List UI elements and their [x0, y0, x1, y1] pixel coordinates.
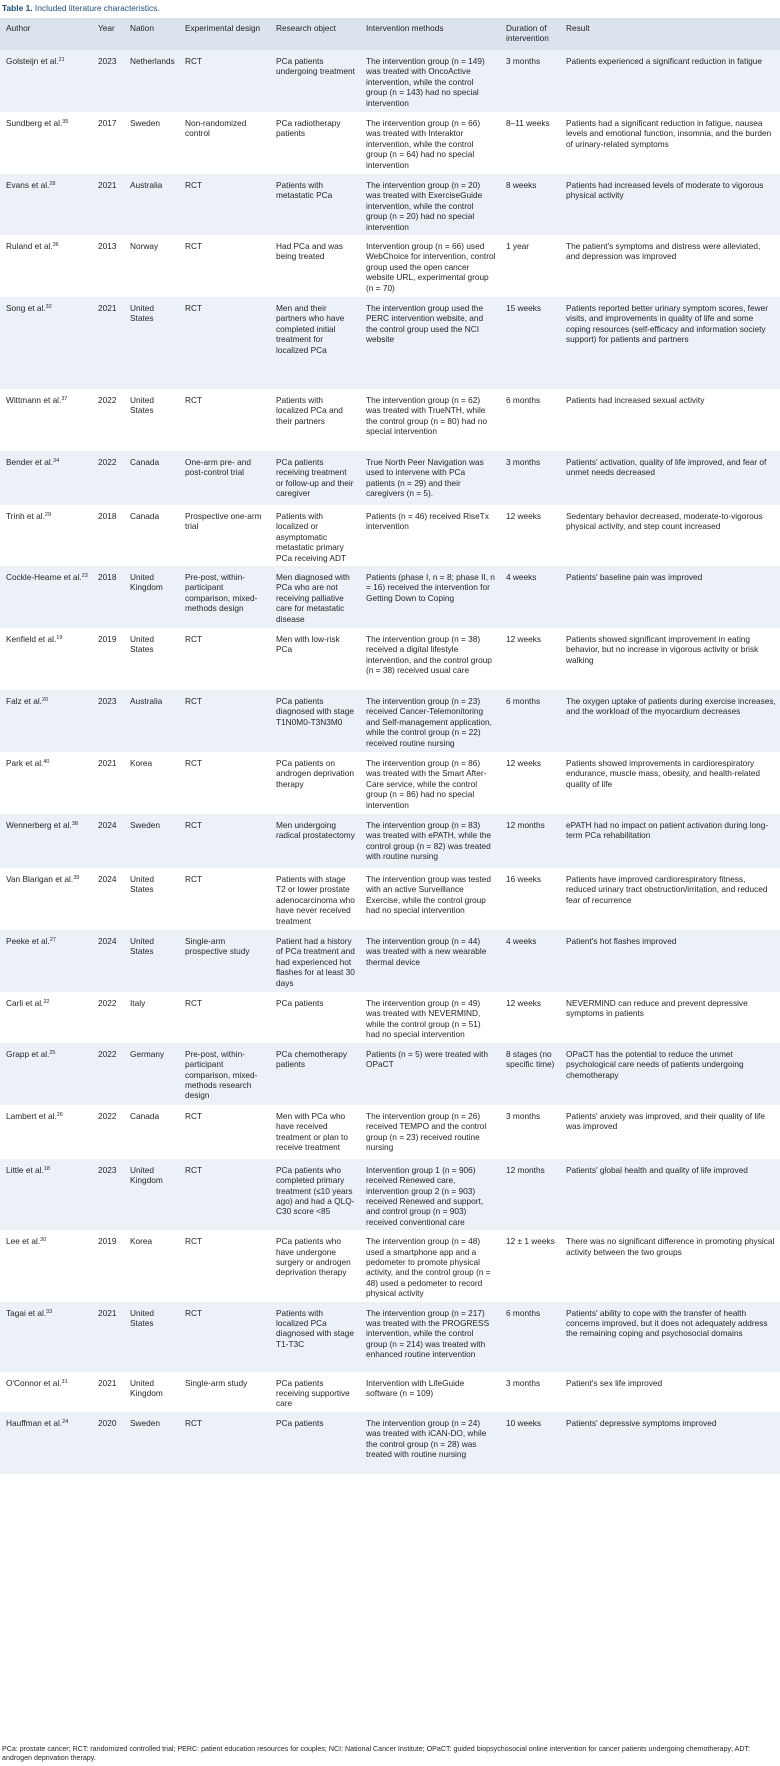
cell-year: 2024	[92, 868, 124, 930]
reference-number: 22	[43, 999, 50, 1006]
cell-duration: 6 months	[500, 389, 560, 451]
table-footnote: PCa: prostate cancer; RCT: randomized controlled trial; PERC: patient education resources for couples; NCI: National Cancer Institute; OPaCT: guided biopsychosocial online intervention for cancer patients undergoing chemotherapy; ADT: androgen deprivation therapy.	[2, 1745, 750, 1763]
cell-duration: 15 weeks	[500, 297, 560, 389]
cell-result: Patient's sex life improved	[560, 1372, 780, 1412]
reference-number: 20	[41, 697, 49, 704]
author-name: Hauffman et al.	[6, 1417, 63, 1428]
cell-experimental-design: Pre-post, within-participant comparison, mixed-methods research design	[179, 1043, 270, 1105]
author-name: Little et al.	[6, 1164, 44, 1175]
cell-nation: Korea	[124, 1230, 179, 1301]
author-name: Falz et al.	[6, 696, 42, 707]
reference-number: 31	[61, 1378, 68, 1385]
reference-number: 24	[62, 1418, 69, 1425]
cell-duration: 16 weeks	[500, 868, 560, 930]
reference-number: 40	[43, 759, 50, 766]
cell-intervention-methods: Intervention group (n = 66) used WebChoice for intervention, control group used the open cancer website URL, experimental group (n = 70)	[360, 235, 500, 297]
cell-result: Patients' ability to cope with the transfer of health concerns improved, but it does not adequately address the remaining coping and psychosocial domains	[560, 1302, 780, 1372]
cell-result: Sedentary behavior decreased, moderate-to-vigorous physical activity, and step count increased	[560, 505, 780, 566]
header-author: Author	[0, 18, 92, 50]
table-row	[0, 1302, 780, 1372]
table-row	[0, 1230, 780, 1301]
cell-experimental-design: RCT	[179, 1302, 270, 1372]
reference-number: 27	[49, 937, 56, 944]
cell-intervention-methods: The intervention group (n = 38) received a digital lifestyle intervention, and the control group (n = 38) received usual care	[360, 628, 500, 690]
cell-year: 2021	[92, 297, 124, 389]
cell-experimental-design: Single-arm study	[179, 1372, 270, 1412]
cell-experimental-design: RCT	[179, 1412, 270, 1474]
cell-experimental-design: RCT	[179, 235, 270, 297]
author-name: Grapp et al.	[6, 1048, 50, 1059]
cell-duration: 12 weeks	[500, 752, 560, 814]
author-name: Trinh et al.	[6, 511, 45, 522]
cell-intervention-methods: The intervention group was tested with an active Surveillance Exercise, while the control group had no special intervention	[360, 868, 500, 930]
cell-author	[0, 628, 92, 690]
cell-experimental-design: Prospective one-arm trial	[179, 505, 270, 566]
table-row	[0, 235, 780, 297]
header-experimental-design: Experimental design	[179, 18, 270, 50]
cell-result: The patient's symptoms and distress were alleviated, and depression was improved	[560, 235, 780, 297]
cell-year: 2024	[92, 814, 124, 868]
cell-year: 2022	[92, 1105, 124, 1159]
cell-duration: 8 weeks	[500, 174, 560, 235]
cell-result: Patients reported better urinary symptom scores, fewer visits, and improvements in quality of life and some coping resources (self-efficacy and information society support) for patients and partners	[560, 297, 780, 389]
cell-intervention-methods: The intervention group (n = 62) was treated with TrueNTH, while the control group (n = 80) had no special intervention	[360, 389, 500, 451]
cell-duration: 12 weeks	[500, 628, 560, 690]
cell-author	[0, 690, 92, 752]
cell-experimental-design: Pre-post, within-participant comparison, mixed-methods design	[179, 566, 270, 628]
cell-year: 2021	[92, 752, 124, 814]
cell-experimental-design: One-arm pre- and post-control trial	[179, 451, 270, 505]
cell-research-object: Men diagnosed with PCa who are not receiving palliative care for metastatic disease	[270, 566, 360, 628]
cell-author	[0, 1302, 92, 1372]
cell-research-object: Patients with stage T2 or lower prostate adenocarcinoma who have never received treatment	[270, 868, 360, 930]
cell-intervention-methods: The intervention group (n = 66) was treated with Interaktor intervention, while the control group (n = 64) had no special intervention	[360, 112, 500, 174]
cell-experimental-design: Non-randomized control	[179, 112, 270, 174]
cell-author	[0, 992, 92, 1043]
header-intervention-methods: Intervention methods	[360, 18, 500, 50]
cell-nation: United States	[124, 628, 179, 690]
cell-author	[0, 1159, 92, 1230]
cell-result: OPaCT has the potential to reduce the unmet psychological care needs of patients undergoing chemotherapy	[560, 1043, 780, 1105]
reference-number: 34	[53, 458, 60, 465]
cell-result: There was no significant difference in promoting physical activity between the two groups	[560, 1230, 780, 1301]
cell-author	[0, 235, 92, 297]
cell-experimental-design: RCT	[179, 389, 270, 451]
cell-nation: Sweden	[124, 112, 179, 174]
cell-nation: Australia	[124, 174, 179, 235]
cell-author	[0, 1043, 92, 1105]
cell-year: 2021	[92, 1302, 124, 1372]
cell-research-object: Patients with localized or asymptomatic metastatic primary PCa receiving ADT	[270, 505, 360, 566]
cell-result: Patients' activation, quality of life improved, and fear of unmet needs decreased	[560, 451, 780, 505]
cell-year: 2023	[92, 50, 124, 112]
cell-duration: 3 months	[500, 451, 560, 505]
cell-nation: Italy	[124, 992, 179, 1043]
cell-experimental-design: RCT	[179, 297, 270, 389]
cell-research-object: Patients with localized PCa and their partners	[270, 389, 360, 451]
table-caption-label: Table 1.	[2, 3, 33, 13]
reference-number: 35	[62, 119, 69, 125]
author-name: Park et al.	[6, 758, 44, 769]
cell-intervention-methods: The intervention group (n = 86) was treated with the Smart After-Care service, while the control group (n = 86) had no special intervention	[360, 752, 500, 814]
cell-research-object: PCa patients who have undergone surgery or androgen deprivation therapy	[270, 1230, 360, 1301]
table-row	[0, 868, 780, 930]
cell-experimental-design: RCT	[179, 1159, 270, 1230]
cell-research-object: PCa patients undergoing treatment	[270, 50, 360, 112]
cell-nation: United States	[124, 930, 179, 992]
author-name: Cockle-Hearne et al.	[6, 572, 82, 583]
cell-author	[0, 451, 92, 505]
table-row	[0, 628, 780, 690]
cell-year: 2013	[92, 235, 124, 297]
cell-intervention-methods: The intervention group (n = 83) was treated with ePATH, while the control group (n = 82) was treated with routine nursing	[360, 814, 500, 868]
cell-year: 2022	[92, 389, 124, 451]
cell-nation: United Kingdom	[124, 1159, 179, 1230]
cell-year: 2018	[92, 566, 124, 628]
cell-intervention-methods: Patients (n = 46) received RiseTx intervention	[360, 505, 500, 566]
table-row	[0, 1043, 780, 1105]
table-caption-text: Included literature characteristics.	[34, 3, 160, 13]
cell-research-object: PCa patients who completed primary treatment (≤10 years ago) and had a QLQ-C30 score <85	[270, 1159, 360, 1230]
cell-author	[0, 752, 92, 814]
cell-duration: 12 ± 1 weeks	[500, 1230, 560, 1301]
header-nation: Nation	[124, 18, 179, 50]
reference-number: 26	[56, 1111, 63, 1118]
cell-duration: 6 months	[500, 690, 560, 752]
cell-result: Patients have improved cardiorespiratory fitness, reduced urinary tract obstruction/irritation, and reduced fear of recurrence	[560, 868, 780, 930]
cell-duration: 12 months	[500, 1159, 560, 1230]
cell-duration: 4 weeks	[500, 566, 560, 628]
cell-author	[0, 1412, 92, 1474]
cell-result: Patients' global health and quality of life improved	[560, 1159, 780, 1230]
reference-number: 23	[81, 573, 88, 580]
cell-duration: 12 weeks	[500, 505, 560, 566]
cell-intervention-methods: The intervention group (n = 23) received Cancer-Telemonitoring and Self-management application, while the control group (n = 22) received routine nursing	[360, 690, 500, 752]
cell-result: Patients experienced a significant reduction in fatigue	[560, 50, 780, 112]
author-name: Kenfield et al.	[6, 634, 57, 645]
author-name: Van Blarigan et al.	[6, 874, 74, 885]
cell-intervention-methods: Intervention group 1 (n = 906) received Renewed care, intervention group 2 (n = 903) received Renewed and support, and control group (n = 903) received conventional care	[360, 1159, 500, 1230]
cell-research-object: PCa chemotherapy patients	[270, 1043, 360, 1105]
cell-intervention-methods: The intervention group (n = 26) received TEMPO and the control group (n = 23) received routine nursing	[360, 1105, 500, 1159]
cell-research-object: Patients with localized PCa diagnosed with stage T1-T3C	[270, 1302, 360, 1372]
cell-nation: United States	[124, 297, 179, 389]
cell-year: 2022	[92, 451, 124, 505]
cell-year: 2023	[92, 1159, 124, 1230]
cell-author	[0, 566, 92, 628]
header-year: Year	[92, 18, 124, 50]
author-name: Bender et al.	[6, 457, 54, 468]
author-name: Carli et al.	[6, 998, 44, 1009]
cell-duration: 6 months	[500, 1302, 560, 1372]
table-row	[0, 752, 780, 814]
cell-year: 2019	[92, 628, 124, 690]
cell-result: The oxygen uptake of patients during exercise increases, and the workload of the myocardium decreases	[560, 690, 780, 752]
cell-duration: 3 months	[500, 50, 560, 112]
cell-research-object: Patient had a history of PCa treatment and had experienced hot flashes for at least 30 days	[270, 930, 360, 992]
cell-research-object: PCa patients	[270, 1412, 360, 1474]
author-name: Lambert et al.	[6, 1110, 57, 1121]
cell-author	[0, 814, 92, 868]
cell-intervention-methods: Intervention with LifeGuide software (n = 109)	[360, 1372, 500, 1412]
cell-result: Patients' anxiety was improved, and their quality of life was improved	[560, 1105, 780, 1159]
author-name: Ruland et al.	[6, 241, 53, 252]
cell-author	[0, 112, 92, 174]
cell-result: Patients had increased levels of moderate to vigorous physical activity	[560, 174, 780, 235]
table-row	[0, 174, 780, 235]
header-result: Result	[560, 18, 780, 50]
cell-result: ePATH had no impact on patient activation during long-term PCa rehabilitation	[560, 814, 780, 868]
cell-nation: Sweden	[124, 1412, 179, 1474]
cell-research-object: PCa patients on androgen deprivation therapy	[270, 752, 360, 814]
cell-intervention-methods: The intervention group (n = 44) was treated with a new wearable thermal device	[360, 930, 500, 992]
author-name: Lee et al.	[6, 1236, 41, 1247]
table-row	[0, 1105, 780, 1159]
cell-intervention-methods: The intervention group (n = 149) was treated with OncoActive intervention, while the control group (n = 143) had no special intervention	[360, 50, 500, 112]
cell-nation: United Kingdom	[124, 1372, 179, 1412]
cell-author	[0, 1105, 92, 1159]
cell-author	[0, 297, 92, 389]
cell-nation: Netherlands	[124, 50, 179, 112]
cell-nation: Canada	[124, 1105, 179, 1159]
cell-intervention-methods: Patients (n = 5) were treated with OPaCT	[360, 1043, 500, 1105]
table-header-row	[0, 18, 780, 50]
author-name: O'Connor et al.	[6, 1377, 62, 1388]
cell-experimental-design: RCT	[179, 868, 270, 930]
cell-nation: United Kingdom	[124, 566, 179, 628]
table-row	[0, 451, 780, 505]
cell-research-object: Men and their partners who have completed initial treatment for localized PCa	[270, 297, 360, 389]
cell-duration: 12 weeks	[500, 992, 560, 1043]
cell-year: 2022	[92, 1043, 124, 1105]
cell-author	[0, 50, 92, 112]
header-research-object: Research object	[270, 18, 360, 50]
cell-author	[0, 174, 92, 235]
cell-intervention-methods: True North Peer Navigation was used to intervene with PCa patients (n = 29) and their caregivers (n = 5).	[360, 451, 500, 505]
cell-result: Patients had increased sexual activity	[560, 389, 780, 451]
reference-number: 29	[44, 512, 52, 519]
table-row	[0, 566, 780, 628]
cell-result: Patients' depressive symptoms improved	[560, 1412, 780, 1474]
table-row	[0, 814, 780, 868]
reference-number: 18	[43, 1165, 50, 1172]
cell-duration: 3 months	[500, 1105, 560, 1159]
cell-nation: Germany	[124, 1043, 179, 1105]
author-name: Tagai et al.	[6, 1307, 47, 1318]
cell-experimental-design: RCT	[179, 50, 270, 112]
author-name: Golsteijn et al.	[6, 56, 59, 66]
table-body	[0, 50, 780, 1474]
cell-intervention-methods: The intervention group (n = 20) was treated with ExerciseGuide intervention, while the control group (n = 20) had no special intervention	[360, 174, 500, 235]
cell-nation: Canada	[124, 505, 179, 566]
cell-experimental-design: RCT	[179, 1105, 270, 1159]
header-duration: Duration of intervention	[500, 18, 560, 50]
cell-research-object: PCa patients receiving treatment or follow-up and their caregiver	[270, 451, 360, 505]
reference-number: 36	[52, 242, 59, 249]
cell-research-object: Patients with metastatic PCa	[270, 174, 360, 235]
cell-year: 2020	[92, 1412, 124, 1474]
table-row	[0, 505, 780, 566]
cell-research-object: Had PCa and was being treated	[270, 235, 360, 297]
cell-result: Patients showed improvements in cardiorespiratory endurance, muscle mass, obesity, and health-related quality of life	[560, 752, 780, 814]
cell-year: 2024	[92, 930, 124, 992]
cell-nation: Australia	[124, 690, 179, 752]
cell-research-object: Men with low-risk PCa	[270, 628, 360, 690]
reference-number: 39	[73, 875, 80, 882]
reference-number: 25	[49, 1049, 56, 1056]
cell-experimental-design: RCT	[179, 1230, 270, 1301]
cell-nation: Canada	[124, 451, 179, 505]
cell-nation: United States	[124, 868, 179, 930]
table-row	[0, 930, 780, 992]
cell-duration: 12 months	[500, 814, 560, 868]
cell-year: 2017	[92, 112, 124, 174]
table-row	[0, 50, 780, 112]
cell-experimental-design: RCT	[179, 752, 270, 814]
cell-result: Patients' baseline pain was improved	[560, 566, 780, 628]
author-name: Song et al.	[6, 303, 46, 314]
reference-number: 33	[46, 1308, 53, 1315]
cell-research-object: PCa radiotherapy patients	[270, 112, 360, 174]
table-row	[0, 690, 780, 752]
reference-number: 38	[71, 821, 78, 828]
cell-nation: Sweden	[124, 814, 179, 868]
cell-duration: 3 months	[500, 1372, 560, 1412]
cell-intervention-methods: The intervention group used the PERC intervention website, and the control group used the NCI website	[360, 297, 500, 389]
author-name: Evans et al.	[6, 180, 50, 190]
cell-author	[0, 389, 92, 451]
cell-experimental-design: RCT	[179, 174, 270, 235]
author-name: Peeke et al.	[6, 936, 50, 947]
cell-duration: 4 weeks	[500, 930, 560, 992]
cell-author	[0, 930, 92, 992]
table-row	[0, 112, 780, 174]
cell-research-object: PCa patients	[270, 992, 360, 1043]
cell-result: Patient's hot flashes improved	[560, 930, 780, 992]
table-row	[0, 297, 780, 389]
cell-year: 2018	[92, 505, 124, 566]
author-name: Sundberg et al.	[6, 118, 63, 128]
cell-research-object: PCa patients diagnosed with stage T1N0M0-T3N3M0	[270, 690, 360, 752]
reference-number: 21	[58, 57, 65, 63]
cell-duration: 1 year	[500, 235, 560, 297]
reference-number: 19	[56, 635, 63, 642]
cell-result: Patients showed significant improvement in eating behavior, but no increase in vigorous activity or brisk walking	[560, 628, 780, 690]
cell-nation: United States	[124, 1302, 179, 1372]
cell-result: Patients had a significant reduction in fatigue, nausea levels and emotional function, insomnia, and the burden of urinary-related symptoms	[560, 112, 780, 174]
cell-nation: Korea	[124, 752, 179, 814]
cell-year: 2019	[92, 1230, 124, 1301]
cell-duration: 10 weeks	[500, 1412, 560, 1474]
table-row	[0, 1372, 780, 1412]
cell-nation: United States	[124, 389, 179, 451]
cell-nation: Norway	[124, 235, 179, 297]
cell-year: 2023	[92, 690, 124, 752]
cell-year: 2022	[92, 992, 124, 1043]
cell-research-object: Men undergoing radical prostatectomy	[270, 814, 360, 868]
table-row	[0, 1412, 780, 1474]
table-row	[0, 1159, 780, 1230]
cell-experimental-design: Single-arm prospective study	[179, 930, 270, 992]
cell-intervention-methods: The intervention group (n = 49) was treated with NEVERMIND, while the control group (n = 51) had no special intervention	[360, 992, 500, 1043]
table-caption	[2, 3, 160, 13]
reference-number: 28	[49, 181, 56, 187]
cell-intervention-methods: The intervention group (n = 217) was treated with the PROGRESS intervention, while the control group (n = 214) was treated with enhanced routine intervention	[360, 1302, 500, 1372]
cell-author	[0, 1230, 92, 1301]
cell-intervention-methods: The intervention group (n = 48) used a smartphone app and a pedometer to promote physical activity, and the control group (n = 48) used a pedometer to record physical activity	[360, 1230, 500, 1301]
cell-experimental-design: RCT	[179, 628, 270, 690]
cell-author	[0, 868, 92, 930]
cell-experimental-design: RCT	[179, 690, 270, 752]
reference-number: 37	[61, 396, 68, 403]
cell-experimental-design: RCT	[179, 992, 270, 1043]
reference-number: 30	[40, 1237, 47, 1244]
cell-research-object: Men with PCa who have received treatment or plan to receive treatment	[270, 1105, 360, 1159]
cell-intervention-methods: The intervention group (n = 24) was treated with iCAN-DO, while the control group (n = 28) was treated with routine nursing	[360, 1412, 500, 1474]
table-row	[0, 389, 780, 451]
cell-year: 2021	[92, 1372, 124, 1412]
literature-table	[0, 18, 780, 1474]
author-name: Wittmann et al.	[6, 395, 62, 406]
cell-intervention-methods: Patients (phase I, n = 8; phase II, n = 16) received the intervention for Getting Down to Coping	[360, 566, 500, 628]
cell-duration: 8–11 weeks	[500, 112, 560, 174]
cell-author	[0, 1372, 92, 1412]
cell-duration: 8 stages (no specific time)	[500, 1043, 560, 1105]
author-name: Wennerberg et al.	[6, 820, 72, 831]
cell-year: 2021	[92, 174, 124, 235]
cell-experimental-design: RCT	[179, 814, 270, 868]
cell-research-object: PCa patients receiving supportive care	[270, 1372, 360, 1412]
cell-result: NEVERMIND can reduce and prevent depressive symptoms in patients	[560, 992, 780, 1043]
reference-number: 32	[45, 304, 52, 311]
cell-author	[0, 505, 92, 566]
table-row	[0, 992, 780, 1043]
